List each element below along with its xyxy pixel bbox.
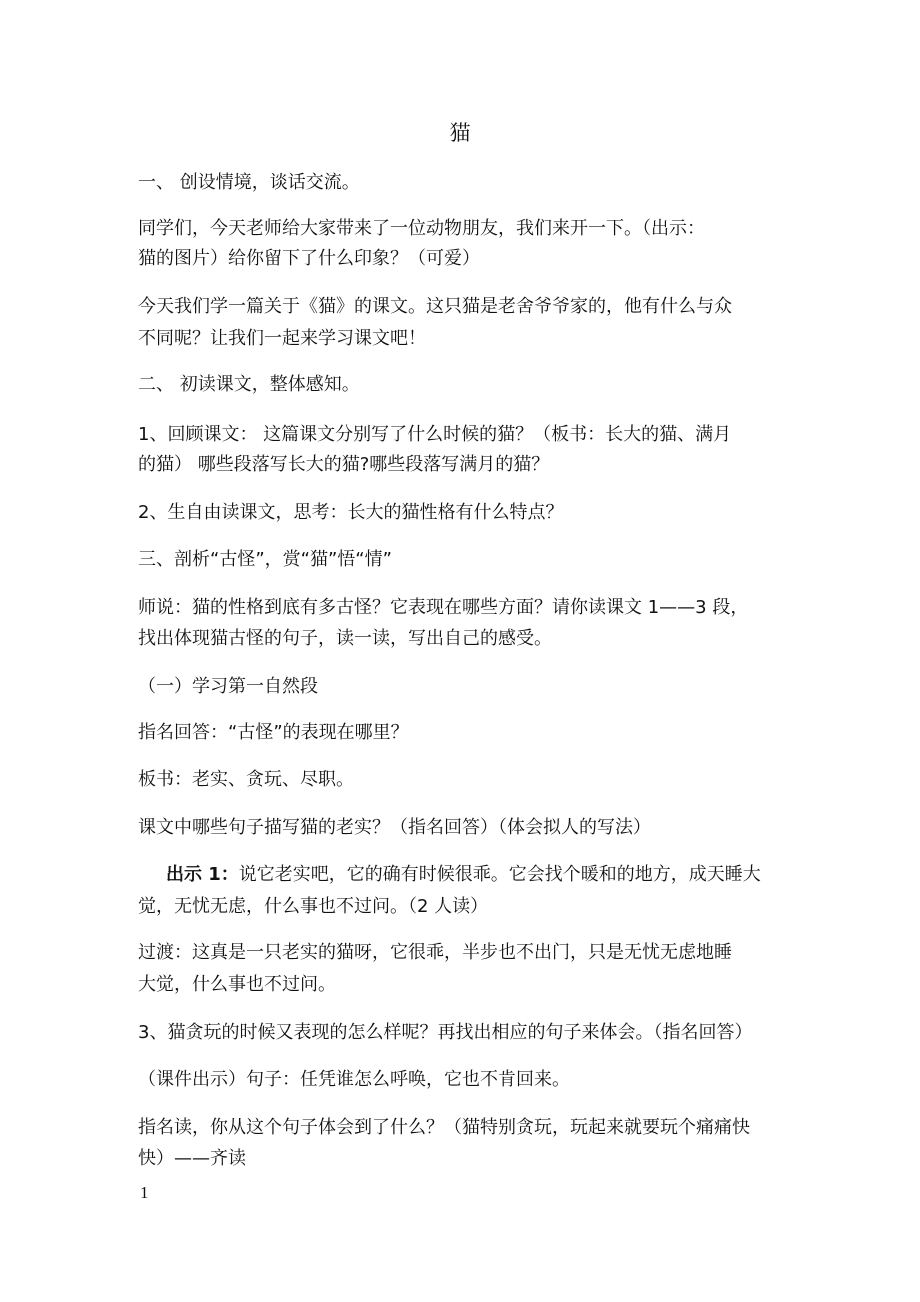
paragraph-line: 指名回答：“古怪”的表现在哪里？: [138, 722, 409, 743]
paragraph-line: 猫的图片）给你留下了什么印象？（可爱）: [138, 248, 480, 269]
section-heading-3: 三、剖析“古怪”，赏“猫”悟“情”: [138, 549, 392, 570]
page-number: 1: [140, 1183, 149, 1202]
show1-text: 说它老实吧，它的确有时候很乖。它会找个暖和的地方，成天睡大: [238, 864, 761, 885]
paragraph-line: 板书：老实、贪玩、尽职。: [138, 769, 354, 790]
paragraph-line: 课文中哪些句子描写猫的老实？（指名回答）（体会拟人的写法）: [138, 817, 651, 838]
section-heading-2: 二、 初读课文，整体感知。: [138, 374, 360, 395]
show1-label: 出示 1：: [166, 864, 239, 885]
paragraph-line: 同学们，今天老师给大家带来了一位动物朋友，我们来开一下。（出示：: [138, 218, 705, 239]
paragraph-line: 3、猫贪玩的时候又表现的怎么样呢？再找出相应的句子来体会。（指名回答）: [138, 1022, 753, 1043]
subsection-heading: （一）学习第一自然段: [138, 676, 318, 697]
paragraph-line: 2、生自由读课文，思考：长大的猫性格有什么特点？: [138, 502, 564, 523]
paragraph-line: 今天我们学一篇关于《猫》的课文。这只猫是老舍爷爷家的，他有什么与众: [138, 296, 732, 317]
section-heading-1: 一、 创设情境，谈话交流。: [138, 172, 360, 193]
doc-title: 猫: [449, 121, 471, 145]
paragraph-line: 不同呢？让我们一起来学习课文吧！: [138, 328, 426, 349]
paragraph-line: 过渡：这真是一只老实的猫呀，它很乖，半步也不出门，只是无忧无虑地睡: [138, 942, 732, 963]
paragraph-line: 找出体现猫古怪的句子，读一读，写出自己的感受。: [138, 628, 552, 649]
show1-line: [166, 864, 761, 886]
paragraph-line: 1、回顾课文： 这篇课文分别写了什么时候的猫？（板书：长大的猫、满月: [138, 424, 732, 445]
paragraph-line: 指名读，你从这个句子体会到了什么？（猫特别贪玩，玩起来就要玩个痛痛快: [138, 1117, 750, 1138]
paragraph-line: 的猫） 哪些段落写长大的猫?哪些段落写满月的猫？: [138, 454, 550, 475]
paragraph-line: 觉，无忧无虑，什么事也不过问。（2 人读）: [138, 896, 489, 917]
paragraph-line: （课件出示）句子：任凭谁怎么呼唤，它也不肯回来。: [138, 1069, 570, 1090]
paragraph-line: 快）——齐读: [138, 1148, 246, 1169]
paragraph-line: 大觉，什么事也不过问。: [138, 974, 336, 995]
paragraph-line: 师说：猫的性格到底有多古怪？它表现在哪些方面？请你读课文 1——3 段，: [138, 597, 749, 618]
